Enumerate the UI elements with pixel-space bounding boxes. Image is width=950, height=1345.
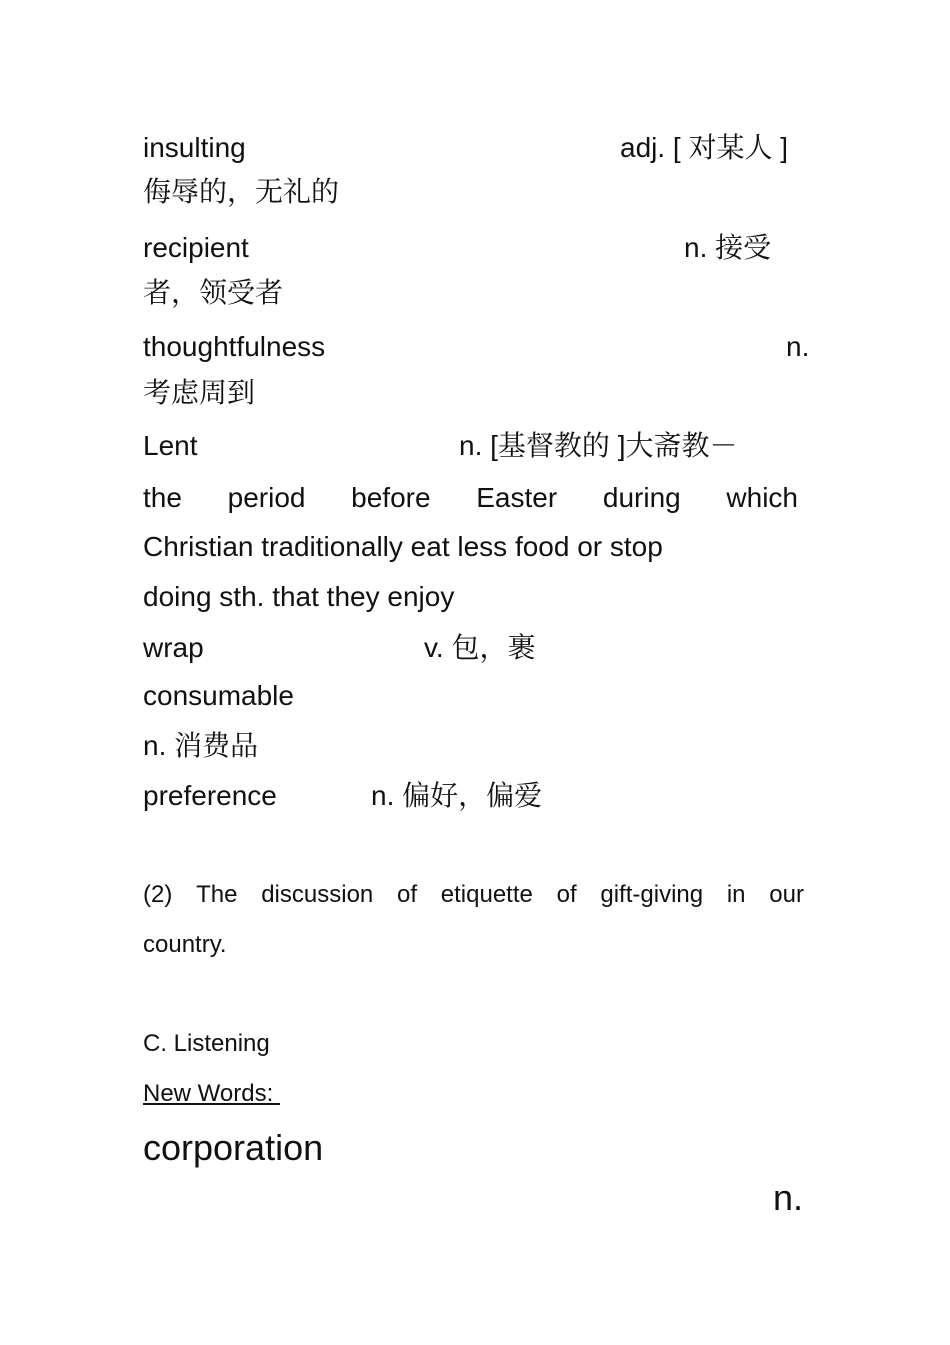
vocab-word-thoughtfulness: thoughtfulness [143, 331, 326, 362]
lent-definition-line-2: Christian traditionally eat less food or stop [143, 531, 663, 562]
lent-def-word: before [351, 482, 431, 513]
discussion-word: of [556, 881, 577, 908]
discussion-word: discussion [261, 881, 374, 908]
discussion-line-2: country. [143, 931, 227, 958]
vocab-word-consumable: consumable [143, 680, 294, 711]
lent-def-word: which [726, 482, 798, 513]
vocab-word-wrap: wrap [143, 632, 204, 663]
discussion-line-1 [143, 883, 804, 907]
vocab-word-preference: preference [143, 780, 277, 811]
vocab-pos-insulting: adj. [ 对某人 ] [620, 132, 789, 163]
vocab-pos-recipient: n. 接受 [684, 232, 772, 263]
lent-def-word: Easter [476, 482, 558, 513]
section-title: C. Listening [143, 1030, 270, 1057]
lent-definition-line-3: doing sth. that they enjoy [143, 581, 455, 612]
discussion-word: The [196, 881, 238, 908]
vocab-pos-corporation: n. [773, 1177, 804, 1218]
discussion-word: etiquette [440, 881, 533, 908]
vocab-meaning-consumable: n. 消费品 [143, 730, 259, 761]
vocab-meaning-thoughtfulness: 考虑周到 [143, 377, 256, 408]
lent-def-word: period [227, 482, 306, 513]
vocab-pos-preference: n. 偏好，偏爱 [371, 780, 543, 811]
lent-def-word: during [602, 482, 681, 513]
discussion-word: our [769, 881, 804, 908]
discussion-word: in [726, 881, 746, 908]
new-words-label: New Words: [143, 1080, 280, 1107]
discussion-word: of [397, 881, 418, 908]
lent-definition-line-1 [143, 484, 798, 512]
vocab-word-lent: Lent [143, 430, 198, 461]
lent-def-word: the [143, 482, 182, 513]
vocab-word-recipient: recipient [143, 232, 249, 263]
vocab-pos-wrap: v. 包，裹 [424, 632, 536, 663]
vocab-meaning-recipient: 者，领受者 [143, 277, 284, 308]
vocab-pos-thoughtfulness: n. [786, 331, 810, 362]
vocab-word-insulting: insulting [143, 132, 246, 163]
discussion-word: gift-giving [600, 881, 704, 908]
vocab-meaning-insulting: 侮辱的，无礼的 [143, 176, 340, 207]
vocab-word-corporation: corporation [143, 1127, 324, 1168]
vocab-pos-lent: n. [基督教的 ]大斋教－ [459, 430, 738, 461]
discussion-word: (2) [143, 881, 173, 908]
